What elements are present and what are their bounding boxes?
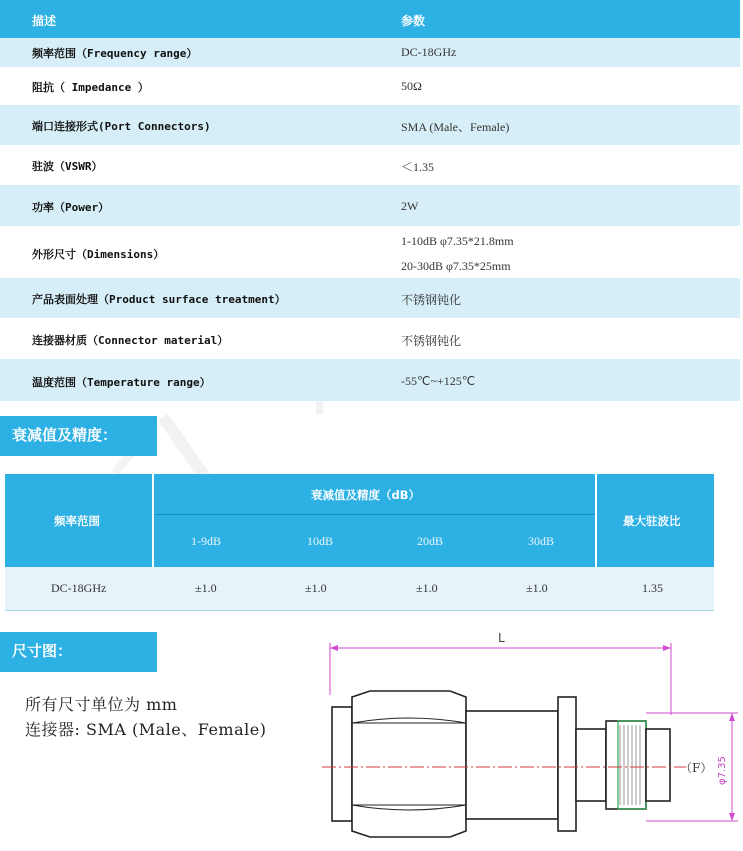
spec-value: 1-10dB φ7.35*21.8mm bbox=[401, 234, 514, 248]
spec-row bbox=[0, 38, 740, 67]
spec-row bbox=[0, 278, 740, 318]
spec-label: 阻抗（ Impedance ） bbox=[32, 81, 149, 94]
att-subcol: 10dB bbox=[307, 534, 334, 548]
spec-row bbox=[0, 145, 740, 185]
header-description: 描述 bbox=[32, 14, 57, 28]
spec-value: DC-18GHz bbox=[401, 45, 457, 59]
att-col-vswr: 最大驻波比 bbox=[623, 514, 681, 528]
spec-value: ＜1.35 bbox=[401, 160, 435, 174]
spec-value: 不锈钢钝化 bbox=[401, 293, 462, 307]
spec-value: SMA (Male、Female) bbox=[401, 120, 510, 134]
att-row-value: ±1.0 bbox=[305, 581, 327, 595]
att-row-vswr: 1.35 bbox=[642, 581, 663, 595]
att-row-value: ±1.0 bbox=[195, 581, 217, 595]
spec-row bbox=[0, 226, 740, 278]
att-subcol: 1-9dB bbox=[191, 534, 221, 548]
spec-row bbox=[0, 359, 740, 401]
att-data-row bbox=[5, 567, 714, 611]
attenuation-table bbox=[5, 474, 714, 610]
spec-label: 连接器材质（Connector material） bbox=[32, 334, 229, 347]
spec-label: 频率范围（Frequency range） bbox=[32, 47, 198, 60]
header-parameter: 参数 bbox=[401, 14, 426, 28]
spec-row bbox=[0, 318, 740, 359]
spec-row bbox=[0, 105, 740, 145]
spec-value: 50Ω bbox=[401, 79, 422, 93]
units-note: 所有尺寸单位为 mm bbox=[25, 695, 178, 714]
spec-row bbox=[0, 67, 740, 105]
spec-label: 外形尺寸（Dimensions） bbox=[32, 248, 165, 261]
spec-value-2: 20-30dB φ7.35*25mm bbox=[401, 259, 511, 273]
spec-label: 驻波（VSWR） bbox=[32, 160, 103, 173]
att-row-freq: DC-18GHz bbox=[51, 581, 107, 595]
spec-label: 产品表面处理（Product surface treatment） bbox=[32, 293, 286, 306]
connector-note: 连接器: SMA (Male、Female) bbox=[25, 720, 267, 739]
att-subcol: 20dB bbox=[417, 534, 444, 548]
att-row-value: ±1.0 bbox=[526, 581, 548, 595]
length-label: L bbox=[498, 631, 505, 645]
diameter-label: φ7.35 bbox=[717, 756, 728, 785]
end-label: （F） bbox=[680, 761, 713, 775]
att-subcol: 30dB bbox=[528, 534, 555, 548]
att-row-value: ±1.0 bbox=[416, 581, 438, 595]
spec-value: 2W bbox=[401, 199, 419, 213]
spec-table-header bbox=[0, 0, 740, 38]
spec-label: 功率（Power） bbox=[32, 201, 110, 214]
att-col-group: 衰减值及精度（dB） bbox=[311, 488, 420, 502]
spec-value: -55℃~+125℃ bbox=[401, 374, 476, 388]
dimension-section-title: 尺寸图： bbox=[0, 632, 157, 672]
att-col-freq: 频率范围 bbox=[54, 514, 100, 528]
spec-label: 端口连接形式(Port Connectors) bbox=[32, 120, 211, 133]
spec-label: 温度范围（Temperature range） bbox=[32, 376, 211, 389]
att-group-divider bbox=[154, 514, 595, 515]
attenuation-section-title: 衰减值及精度： bbox=[0, 416, 157, 456]
spec-value: 不锈钢钝化 bbox=[401, 334, 462, 348]
connector-drawing bbox=[320, 625, 743, 851]
spec-row bbox=[0, 185, 740, 226]
